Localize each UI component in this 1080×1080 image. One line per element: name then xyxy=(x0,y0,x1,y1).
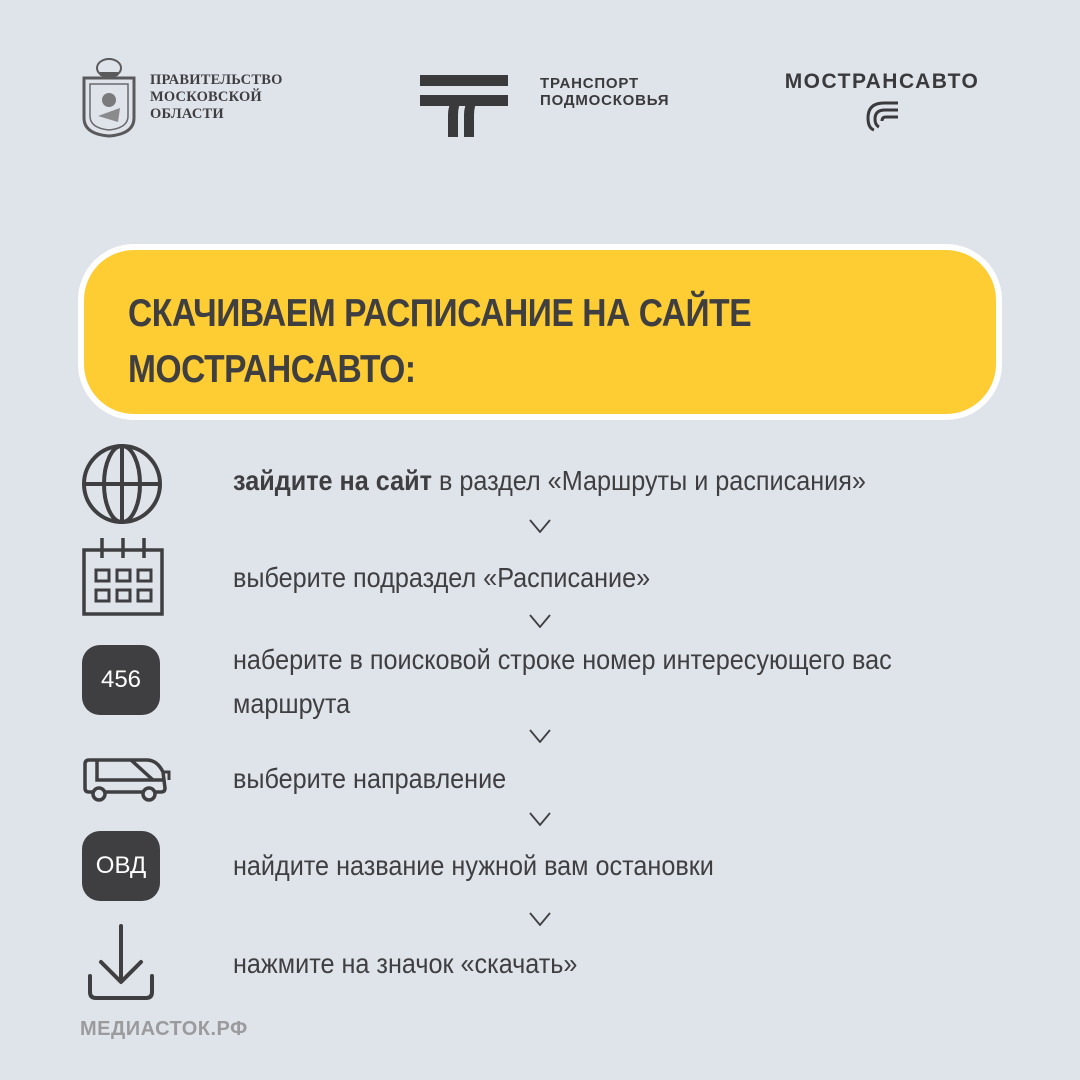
transport-logo-icon xyxy=(420,75,510,137)
step-4-text: выберите направление xyxy=(233,763,507,794)
gov-line-1: ПРАВИТЕЛЬСТВО xyxy=(150,71,283,88)
chevron-down-icon xyxy=(529,812,551,826)
globe-icon xyxy=(80,442,164,526)
chevron-down-icon xyxy=(529,912,551,926)
step-1-link-text: зайдите на сайт xyxy=(233,465,432,496)
coat-of-arms-icon xyxy=(78,56,140,138)
gov-line-2: МОСКОВСКОЙ xyxy=(150,88,262,105)
step-1-rest: в раздел «Маршруты и расписания» xyxy=(431,465,866,496)
gov-line-3: ОБЛАСТИ xyxy=(150,105,224,122)
step-2-text: выберите подраздел «Расписание» xyxy=(233,562,651,593)
transport-line-1: ТРАНСПОРТ xyxy=(540,75,639,92)
route-number-badge: 456 xyxy=(82,645,160,715)
step-3-line-1: наберите в поисковой строке номер интересующего вас xyxy=(233,644,892,675)
chevron-down-icon xyxy=(529,614,551,628)
banner-yellow xyxy=(84,250,996,414)
title-banner xyxy=(78,244,1002,420)
mostransavto-logo xyxy=(764,70,1000,137)
calendar-icon xyxy=(82,536,166,618)
mostransavto-swoosh-icon xyxy=(864,100,900,132)
step-6-text: нажмите на значок «скачать» xyxy=(233,948,578,979)
stop-name-badge: ОВД xyxy=(82,831,160,901)
gov-logo xyxy=(78,56,283,138)
title-line-1: СКАЧИВАЕМ РАСПИСАНИЕ НА САЙТЕ xyxy=(128,292,752,335)
title-line-2: МОСТРАНСАВТО: xyxy=(128,348,416,391)
transport-podmoskovya-logo xyxy=(420,75,669,137)
step-5-text: найдите название нужной вам остановки xyxy=(233,850,714,881)
chevron-down-icon xyxy=(529,729,551,743)
download-icon xyxy=(86,924,156,1002)
transport-name xyxy=(540,75,669,109)
step-3-line-2: маршрута xyxy=(233,688,351,719)
page-title xyxy=(128,286,902,398)
bus-icon xyxy=(83,758,173,802)
gov-name xyxy=(150,72,283,123)
transport-line-2: ПОДМОСКОВЬЯ xyxy=(540,92,670,109)
step-1-text xyxy=(233,459,971,503)
chevron-down-icon xyxy=(529,519,551,533)
mostransavto-name: МОСТРАНСАВТО xyxy=(784,70,980,93)
footer-source: МЕДИАСТОК.РФ xyxy=(80,1018,248,1040)
step-3-text xyxy=(233,638,971,726)
